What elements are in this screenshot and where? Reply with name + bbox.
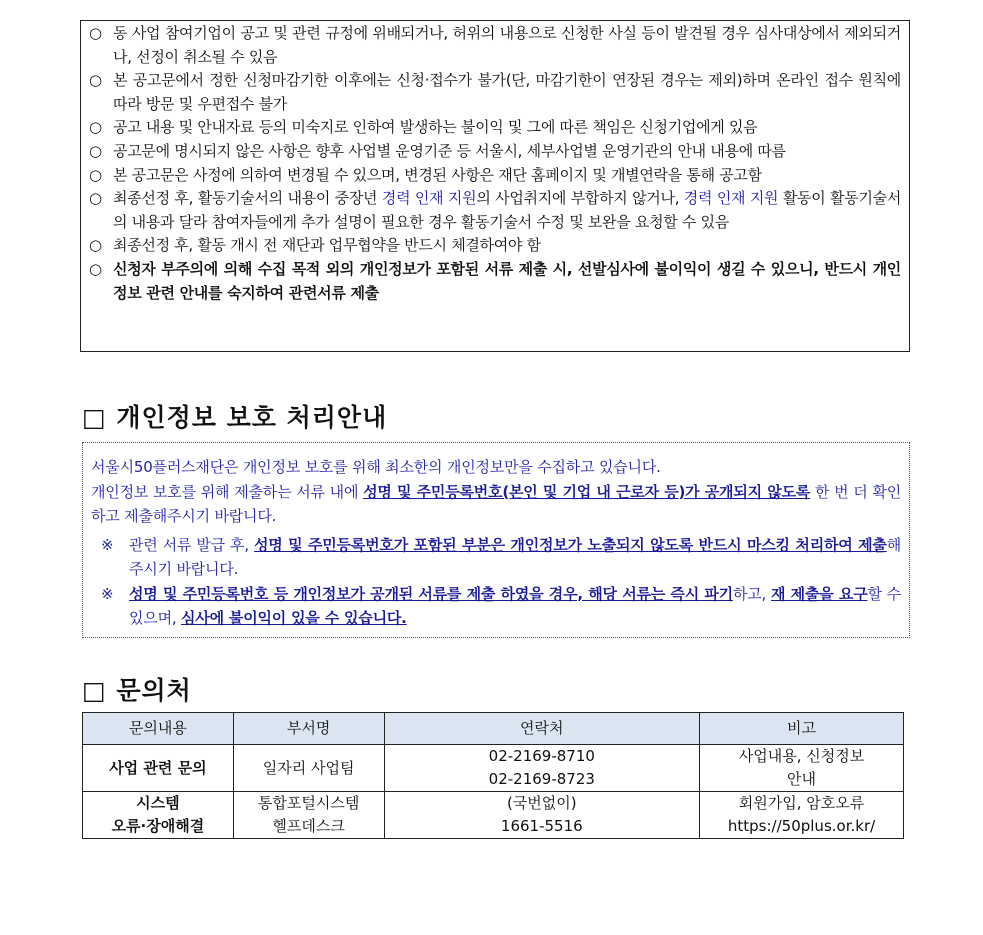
- circle-bullet-icon: ○: [89, 165, 102, 184]
- text-segment: 할 수 있으며,: [129, 584, 901, 627]
- topic-cell: [83, 792, 234, 839]
- dept-text: 통합포털시스템: [257, 794, 360, 812]
- reference-mark-icon: ※: [101, 535, 114, 554]
- circle-bullet-icon: ○: [89, 189, 102, 208]
- note-text: 안내: [787, 770, 817, 788]
- notice-item: [89, 22, 901, 69]
- highlight-text: 경력 인재 지원: [381, 189, 477, 208]
- phone-number: 02-2169-8710: [488, 747, 595, 765]
- underlined-text: 성명 및 주민등록번호 등 개인정보가 공개된 서류를 제출 하였을 경우, 해당 서류는 즉시 파기: [129, 584, 733, 603]
- circle-bullet-icon: ○: [89, 141, 102, 160]
- privacy-line: [91, 480, 901, 529]
- dept-text: 헬프데스크: [272, 817, 345, 835]
- phone-number: 1661-5516: [500, 817, 583, 835]
- notice-item: [89, 187, 901, 234]
- contact-table: [82, 712, 904, 839]
- circle-bullet-icon: ○: [89, 71, 102, 90]
- note-text: 회원가입, 암호오류: [738, 794, 865, 812]
- topic-text: 오류·장애해결: [111, 817, 205, 835]
- privacy-box: [82, 442, 910, 638]
- phone-number: 02-2169-8723: [488, 770, 595, 788]
- table-row: [83, 745, 904, 792]
- circle-bullet-icon: ○: [89, 24, 102, 42]
- highlight-text: 경력 인재 지원: [683, 189, 779, 208]
- notice-text: [113, 187, 901, 234]
- notice-item-bold: [89, 258, 901, 305]
- dept-cell: [233, 792, 384, 839]
- text-segment: 하고,: [732, 584, 772, 603]
- text-segment: 한 번 더 확인하고 제출해주시기 바랍니다.: [91, 482, 902, 525]
- notice-text: 공고문에 명시되지 않은 사항은 향후 사업별 운영기준 등 서울시, 세부사업별 운영기관의 안내 내용에 따름: [113, 141, 786, 160]
- text-segment: 최종선정 후, 활동기술서의 내용이 중장년: [113, 189, 382, 208]
- notice-text: 공고 내용 및 안내자료 등의 미숙지로 인하여 발생하는 불이익 및 그에 따른 책임은 신청기업에게 있음: [113, 118, 758, 137]
- phone-cell: [384, 745, 700, 792]
- privacy-line: 서울시50플러스재단은 개인정보 보호를 위해 최소한의 개인정보만을 수집하고 있습니다.: [91, 458, 661, 476]
- notice-text: 최종선정 후, 활동 개시 전 재단과 업무협약을 반드시 체결하여야 함: [113, 236, 541, 255]
- notice-text: 본 공고문에서 정한 신청마감기한 이후에는 신청·접수가 불가(단, 마감기한이 연장된 경우는 제외)하며 온라인 접수 원칙에 따라 방문 및 우편접수 불가: [113, 71, 901, 113]
- contact-heading: □ 문의처: [82, 676, 192, 705]
- table-header-row: [83, 713, 904, 745]
- topic-cell: 사업 관련 문의: [83, 745, 234, 792]
- notice-box: [80, 20, 910, 352]
- notice-item: [89, 69, 901, 116]
- notice-item: [89, 164, 901, 188]
- column-header: 비고: [700, 713, 904, 745]
- text-segment: 관련 서류 발급 후,: [129, 535, 254, 554]
- note-cell: [700, 792, 904, 839]
- underlined-text: 재 제출을 요구: [771, 584, 868, 603]
- circle-bullet-icon: ○: [89, 259, 102, 278]
- column-header: 문의내용: [83, 713, 234, 745]
- note-text: 사업내용, 신청정보: [738, 747, 865, 765]
- phone-note: (국번없이): [506, 794, 577, 812]
- notice-text: 동 사업 참여기업이 공고 및 관련 규정에 위배되거나, 허위의 내용으로 신청한 사실 등이 발견될 경우 심사대상에서 제외되거나, 선정이 취소될 수 있음: [113, 24, 901, 66]
- privacy-heading: □ 개인정보 보호 처리안내: [82, 403, 388, 432]
- underlined-text: 심사에 불이익이 있을 수 있습니다.: [181, 609, 407, 627]
- phone-cell: [384, 792, 700, 839]
- column-header: 연락처: [384, 713, 700, 745]
- notice-text: 신청자 부주의에 의해 수집 목적 외의 개인정보가 포함된 서류 제출 시, 선발심사에 불이익이 생길 수 있으니, 반드시 개인정보 관련 안내를 숙지하여 관련서류 제출: [113, 259, 901, 302]
- notice-item: [89, 116, 901, 140]
- privacy-note: [91, 582, 901, 631]
- dept-cell: 일자리 사업팀: [233, 745, 384, 792]
- note-cell: [700, 745, 904, 792]
- text-segment: 해주시기 바랍니다.: [129, 535, 901, 578]
- column-header: 부서명: [233, 713, 384, 745]
- table-row: [83, 792, 904, 839]
- text-segment: 의 사업취지에 부합하지 않거나,: [476, 189, 684, 208]
- topic-text: 시스템: [136, 794, 180, 812]
- text-segment: 개인정보 보호를 위해 제출하는 서류 내에: [91, 482, 364, 501]
- privacy-note: [91, 533, 901, 582]
- circle-bullet-icon: ○: [89, 118, 102, 137]
- reference-mark-icon: ※: [101, 584, 114, 603]
- website-link[interactable]: https://50plus.or.kr/: [727, 817, 876, 835]
- underlined-text: 성명 및 주민등록번호가 포함된 부분은 개인정보가 노출되지 않도록 반드시 마스킹 처리하여 제출: [254, 535, 887, 554]
- underlined-text: 성명 및 주민등록번호(본인 및 기업 내 근로자 등)가 공개되지 않도록: [363, 482, 811, 501]
- text-segment: 활동이 활동기술서의 내용과 달라 참여자들에게 추가 설명이 필요한 경우 활동기술서 수정 및 보완을 요청할 수 있음: [113, 189, 902, 231]
- circle-bullet-icon: ○: [89, 236, 102, 255]
- notice-item: [89, 234, 901, 258]
- notice-item: [89, 140, 901, 164]
- notice-text: 본 공고문은 사정에 의하여 변경될 수 있으며, 변경된 사항은 재단 홈페이지 및 개별연락을 통해 공고함: [113, 165, 762, 184]
